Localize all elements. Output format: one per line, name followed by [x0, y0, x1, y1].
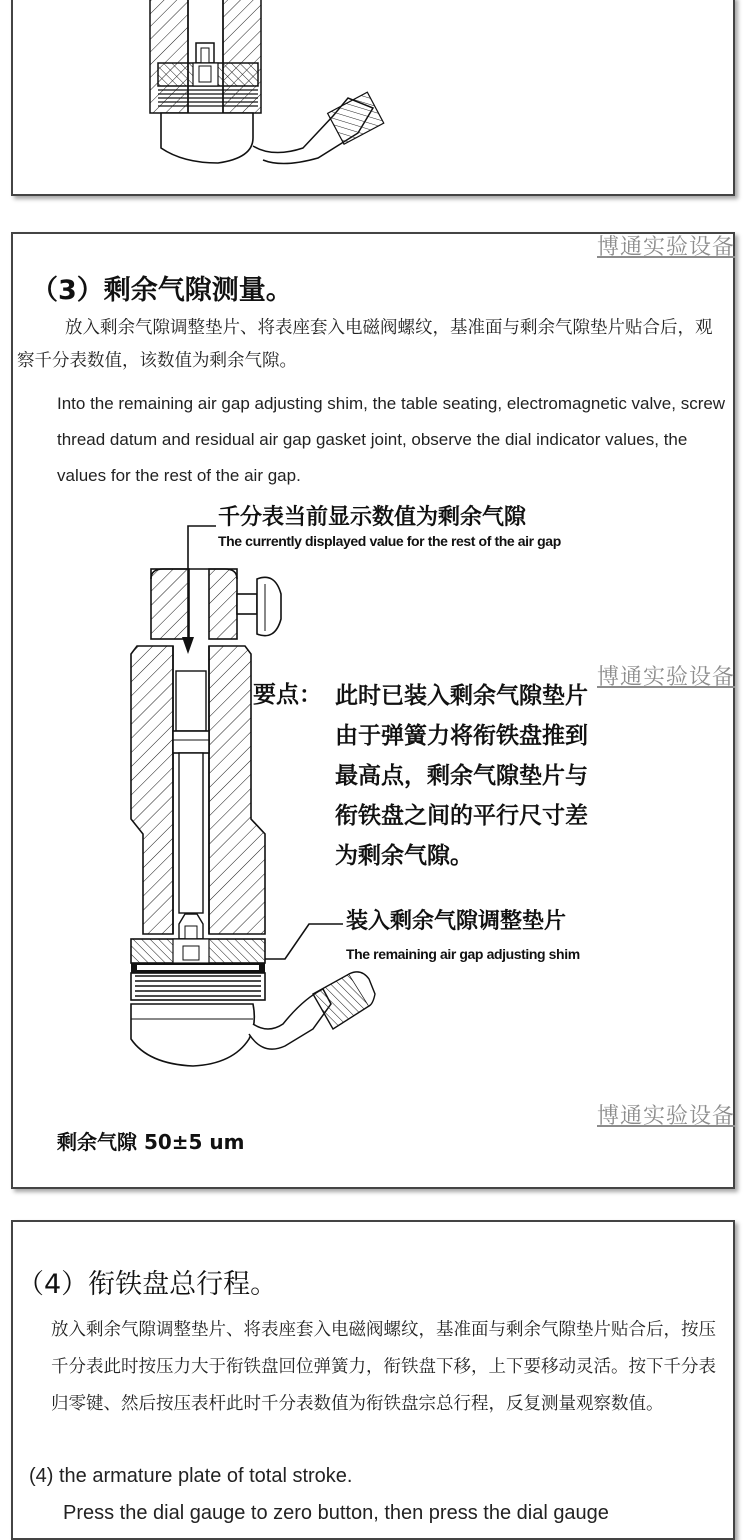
section-3-chinese-paragraph: 放入剩余气隙调整垫片、将表座套入电磁阀螺纹，基准面与剩余气隙垫片贴合后，观察千分表数值，该数值为剩余气隙。 [17, 318, 713, 371]
section-4-panel [11, 1220, 735, 1540]
section-4-heading: （4）衔铁盘总行程。 [17, 1269, 278, 1300]
shim-callout-english: The remaining air gap adjusting shim [346, 946, 580, 962]
key-point-line: 此时已装入剩余气隙垫片 [335, 682, 588, 709]
section-3-english-paragraph: Into the remaining air gap adjusting shim, the table seating, electromagnetic valve, screw thread datum and residual air gap gasket joint, observe the dial indicator values, the values for the rest of the air gap. [57, 394, 726, 485]
watermark-text: 博通实验设备 [597, 665, 736, 690]
section-4-english-paragraph: Press the dial gauge to zero button, then press the dial gauge [63, 1502, 609, 1524]
shim-callout-chinese: 装入剩余气隙调整垫片 [346, 908, 567, 934]
dial-value-callout-english: The currently displayed value for the rest of the air gap [218, 533, 561, 549]
air-gap-spec: 剩余气隙 50±5 um [57, 1130, 245, 1154]
section-3-heading: （3）剩余气隙测量。 [31, 275, 293, 306]
watermark-text: 博通实验设备 [597, 235, 736, 260]
previous-figure-panel [11, 0, 735, 196]
watermark-text: 博通实验设备 [597, 1104, 736, 1129]
dial-value-callout-chinese: 千分表当前显示数值为剩余气隙 [218, 504, 527, 530]
key-point-line: 为剩余气隙。 [335, 842, 473, 869]
section-4-chinese-paragraph: 放入剩余气隙调整垫片、将表座套入电磁阀螺纹，基准面与剩余气隙垫片贴合后，按压千分表此时按压力大于衔铁盘回位弹簧力，衔铁盘下移，上下要移动灵活。按下千分表归零键、然后按压表杆此时千分表数值为衔铁盘宗总行程，反复测量观察数值。 [51, 1320, 716, 1414]
key-point-notes [335, 676, 588, 876]
key-point-line: 最高点，剩余气隙垫片与 [335, 762, 588, 789]
key-point-line: 由于弹簧力将衔铁盘推到 [335, 722, 588, 749]
section-3-panel [11, 232, 735, 1189]
key-point-label: 要点： [253, 681, 322, 708]
previous-valve-drawing [13, 0, 737, 198]
section-4-english-title: (4) the armature plate of total stroke. [29, 1465, 353, 1487]
key-point-line: 衔铁盘之间的平行尺寸差 [335, 802, 588, 829]
